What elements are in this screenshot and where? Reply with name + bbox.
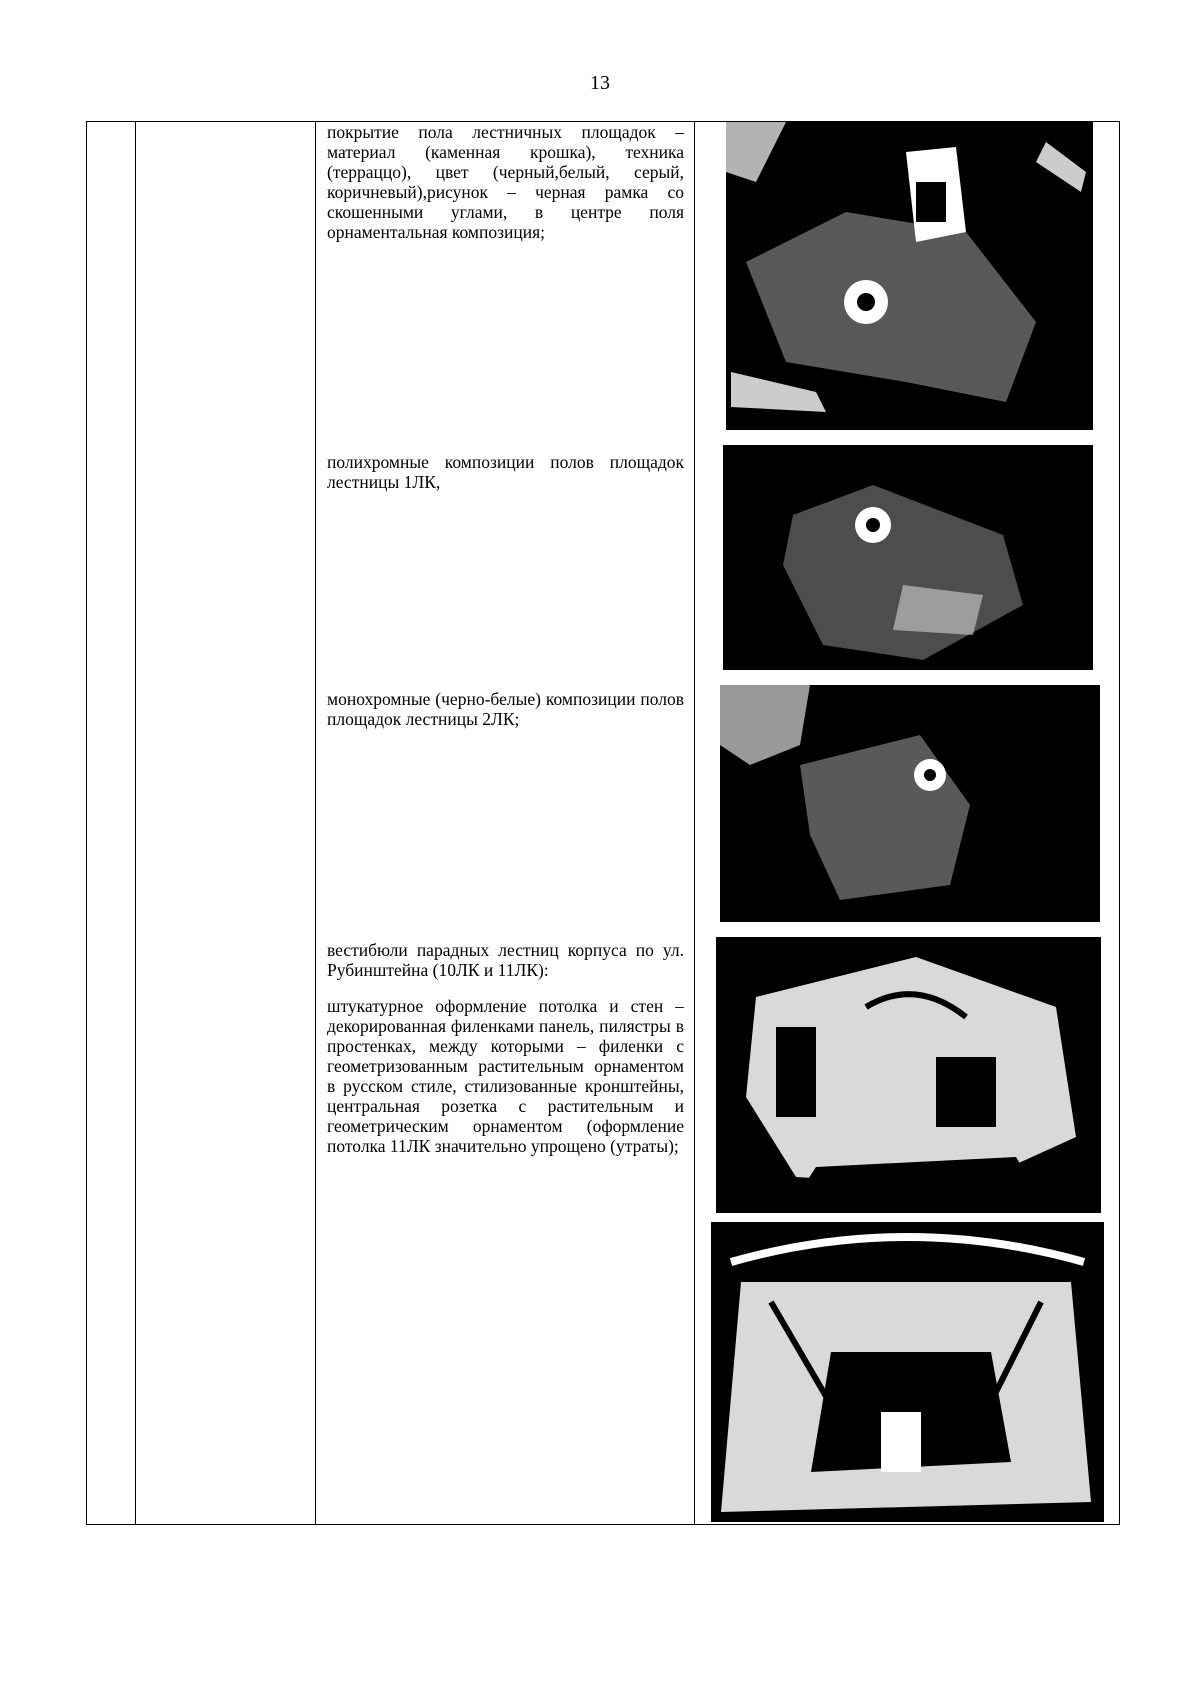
row-text-monochrome: монохромные (черно-белые) композиции полов площадок лестницы 2ЛК; bbox=[327, 689, 684, 729]
column-divider bbox=[694, 122, 695, 1524]
row-text-vestibules: вестибюли парадных лестниц корпуса по ул. Рубинштейна (10ЛК и 11ЛК): штукатурное оформление потолка и стен – декорированная филенками панель, пилястры в простенках, между которыми – филенки с геометризованным растительным орнаментом в русском стиле, стилизованные кронштейны, центральная розетка с растительным и геометрическим орнаментом (оформление потолка 11ЛК значительно упрощено (утраты); bbox=[327, 940, 684, 1156]
row-text-floor-covering: покрытие пола лестничных площадок – материал (каменная крошка), техника (терраццо), цвет (черный,белый, серый, коричневый),рисунок – черная рамка со скошенными углами, в центре поля орнаментальная композиция; bbox=[327, 122, 684, 242]
photo-landing-floor-2lk bbox=[720, 685, 1100, 922]
photo-vestibule-ceiling bbox=[716, 937, 1101, 1213]
page-number: 13 bbox=[590, 72, 610, 94]
description-table bbox=[86, 121, 1120, 1525]
photo-landing-floor-1 bbox=[726, 122, 1093, 430]
row-text-polychrome: полихромные композиции полов площадок лестницы 1ЛК, bbox=[327, 452, 684, 492]
column-divider bbox=[135, 122, 136, 1524]
column-divider bbox=[315, 122, 316, 1524]
photo-landing-floor-1lk bbox=[723, 445, 1093, 670]
photo-vestibule-view bbox=[711, 1222, 1104, 1522]
